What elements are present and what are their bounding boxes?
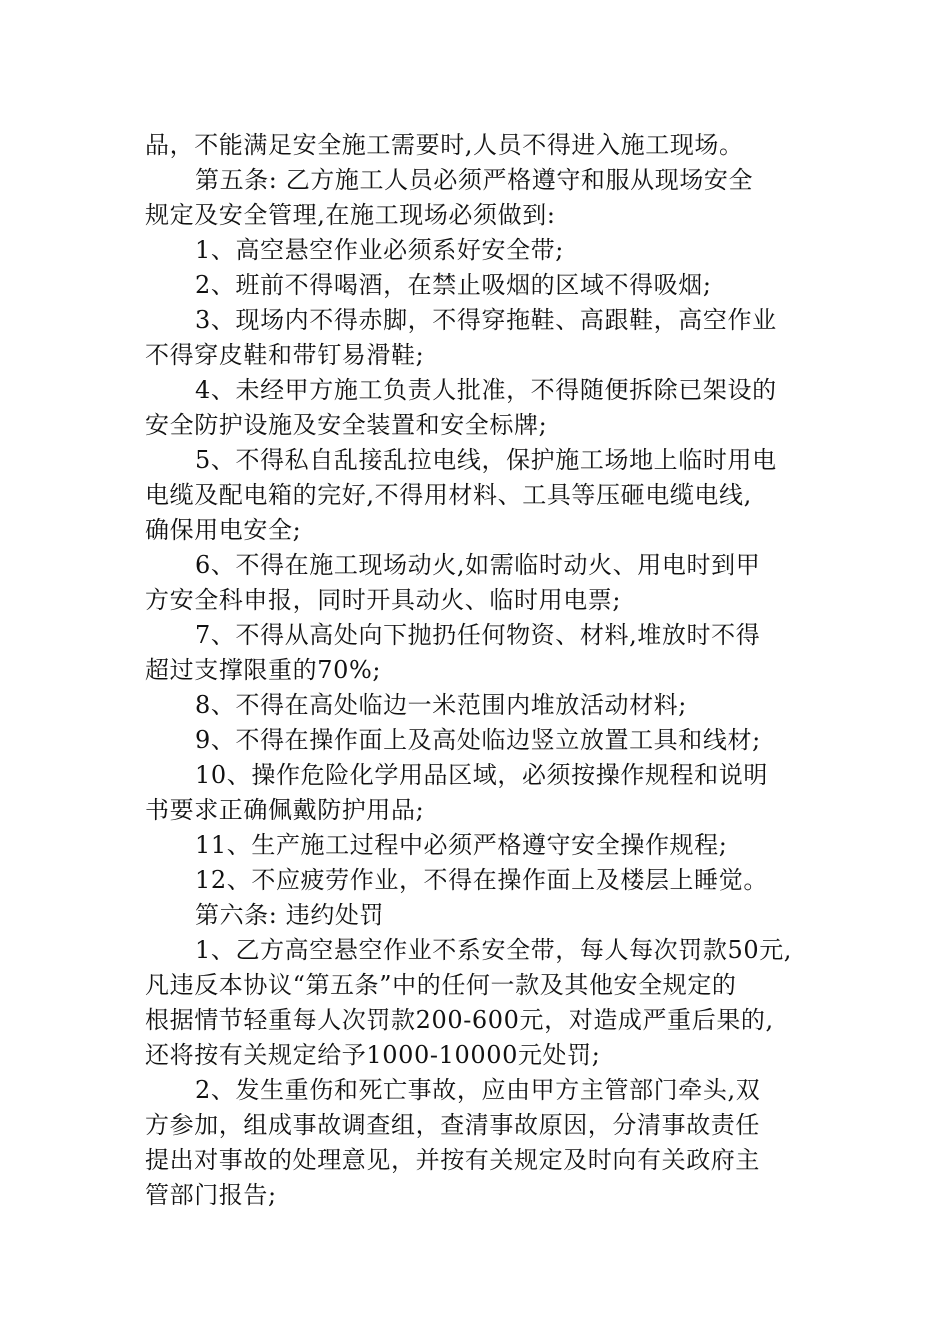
list-item: 3、现场内不得赤脚，不得穿拖鞋、高跟鞋，高空作业 [195,306,777,334]
list-item: 6、不得在施工现场动火,如需临时动火、用电时到甲 [195,551,761,579]
clause-5-heading: 第五条: 乙方施工人员必须严格遵守和服从现场安全 [195,166,754,194]
text-line: 还将按有关规定给予1000-10000元处罚; [145,1041,601,1069]
list-item: 5、不得私自乱接乱拉电线，保护施工场地上临时用电 [195,446,777,474]
text-line: 提出对事故的处理意见，并按有关规定及时向有关政府主 [145,1146,760,1174]
list-item: 1、高空悬空作业必须系好安全带; [195,236,564,264]
list-item: 11、生产施工过程中必须严格遵守安全操作规程; [195,831,728,859]
text-line: 方安全科申报，同时开具动火、临时用电票; [145,586,622,614]
list-item: 12、不应疲劳作业，不得在操作面上及楼层上睡觉。 [195,866,768,894]
text-line: 书要求正确佩戴防护用品; [145,796,425,824]
text-line: 电缆及配电箱的完好,不得用材料、工具等压砸电缆电线, [145,481,752,509]
text-line: 不得穿皮鞋和带钉易滑鞋; [145,341,425,369]
list-item: 4、未经甲方施工负责人批准，不得随便拆除已架设的 [195,376,777,404]
text-line: 方参加，组成事故调查组，查清事故原因，分清事故责任 [145,1111,760,1139]
list-item: 2、发生重伤和死亡事故，应由甲方主管部门牵头,双 [195,1076,761,1104]
text-line: 规定及安全管理,在施工现场必须做到: [145,201,556,229]
text-line: 安全防护设施及安全装置和安全标牌; [145,411,548,439]
list-item: 1、乙方高空悬空作业不系安全带，每人每次罚款50元, [195,936,793,964]
list-item: 2、班前不得喝酒，在禁止吸烟的区域不得吸烟; [195,271,712,299]
text-line: 超过支撑限重的70%; [145,656,382,684]
text-line: 管部门报告; [145,1181,277,1209]
clause-6-heading: 第六条: 违约处罚 [195,901,385,929]
text-line: 品，不能满足安全施工需要时,人员不得进入施工现场。 [145,131,744,159]
list-item: 10、操作危险化学用品区域，必须按操作规程和说明 [195,761,768,789]
text-line: 凡违反本协议“第五条”中的任何一款及其他安全规定的 [145,971,737,999]
list-item: 8、不得在高处临边一米范围内堆放活动材料; [195,691,687,719]
text-line: 确保用电安全; [145,516,302,544]
list-item: 9、不得在操作面上及高处临边竖立放置工具和线材; [195,726,761,754]
list-item: 7、不得从高处向下抛扔任何物资、材料,堆放时不得 [195,621,761,649]
text-line: 根据情节轻重每人次罚款200-600元，对造成严重后果的, [145,1006,774,1034]
